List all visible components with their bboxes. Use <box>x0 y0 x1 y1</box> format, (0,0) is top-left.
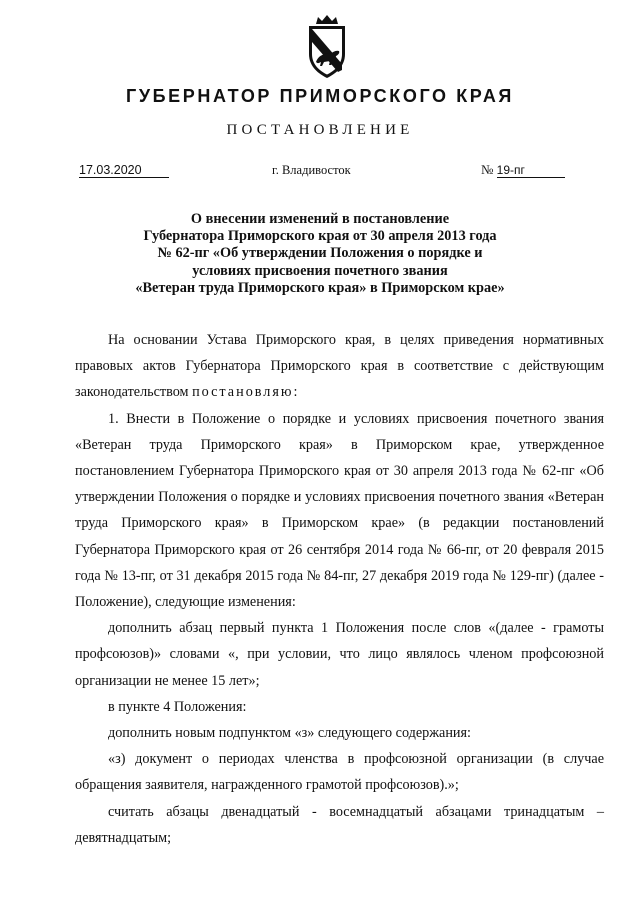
document-city: г. Владивосток <box>272 163 351 177</box>
item-1-paragraph: 1. Внести в Положение о порядке и условиях присвоения почетного звания «Ветеран труда Приморского края» в Приморском крае, утвержденное постановлением Губернатора Приморского края от 30 апреля 2013 года № 62-пг «Об утверждении Положения о порядке и условиях присвоения почетного звания «Ветеран труда Приморского края» в Приморском крае» (в редакции постановлений Губернатора Приморского края от 26 сентября 2014 года № 66-пг, от 20 февраля 2015 года № 13-пг, от 31 декабря 2015 года № 84-пг, 27 декабря 2019 года № 129-пг) (далее - Положение), следующие изменения: <box>75 410 604 611</box>
title-line: № 62-пг «Об утверждении Положения о порядке и <box>157 245 483 262</box>
preamble-end: : <box>293 384 298 401</box>
title-line: «Ветеран труда Приморского края» в Приморском крае» <box>135 279 505 296</box>
number-value: 19-пг <box>497 163 565 178</box>
document-number <box>481 162 565 178</box>
renumber-paragraph: считать абзацы двенадцатый - восемнадцатый абзацами тринадцатым – девятнадцатым; <box>75 803 604 846</box>
title-line: условиях присвоения почетного звания <box>192 262 448 279</box>
title-line: О внесении изменений в постановление <box>190 211 450 227</box>
title-line: Губернатора Приморского края от 30 апреля 2013 года <box>143 228 497 245</box>
preamble-text: На основании Устава Приморского края, в целях приведения нормативных правовых актов Губернатора Приморского края в соответствие с действующим законодательством <box>75 332 604 401</box>
date-value: 17.03.2020 <box>79 163 169 178</box>
subpoint-z-paragraph: «з) документ о периодах членства в профсоюзной организации (в случае обращения заявителя, награжденного грамотой профсоюзов).»; <box>75 751 604 794</box>
new-subpoint-paragraph: дополнить новым подпунктом «з» следующего содержания: <box>108 725 471 742</box>
document-date <box>79 163 169 178</box>
preamble-paragraph <box>75 327 604 406</box>
issuing-authority: ГУБЕРНАТОР ПРИМОРСКОГО КРАЯ <box>126 86 514 106</box>
coat-of-arms-icon <box>302 14 352 80</box>
number-prefix: № <box>481 162 494 177</box>
document-type: ПОСТАНОВЛЕНИЕ <box>226 122 414 138</box>
point-4-paragraph: в пункте 4 Положения: <box>108 698 247 715</box>
document-title <box>100 211 540 297</box>
amendment-paragraph: дополнить абзац первый пункта 1 Положения после слов «(далее - грамоты профсоюзов)» словами «, при условии, что лицо являлось членом профсоюзной организации не менее 15 лет»; <box>75 620 604 689</box>
decree-verb: постановляю <box>192 384 294 401</box>
document-body <box>75 327 604 851</box>
